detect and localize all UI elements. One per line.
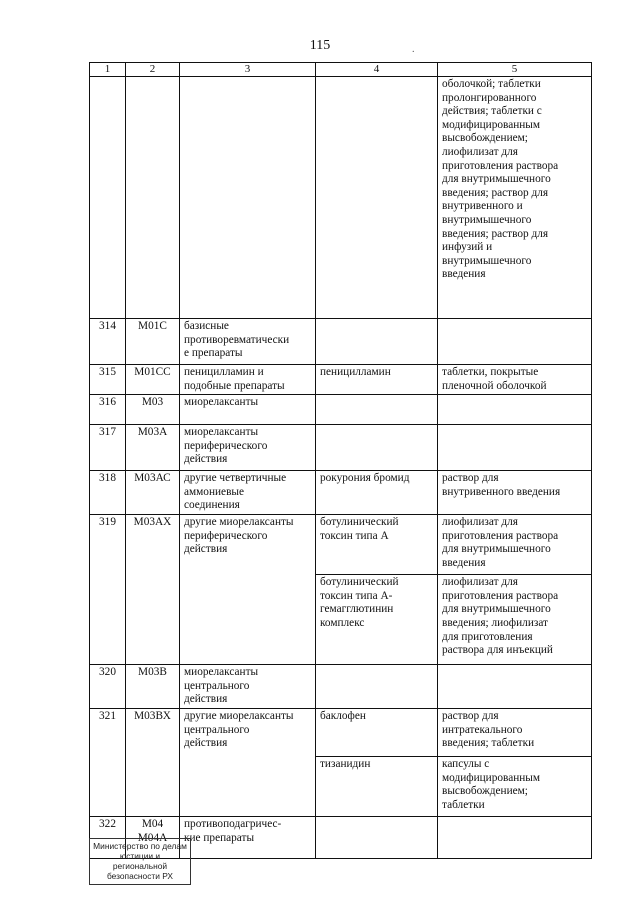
atc-code: М03А: [126, 425, 180, 471]
pharmacological-group: [180, 77, 316, 319]
column-header-4: 4: [316, 63, 438, 77]
table-row: [90, 709, 592, 757]
dosage-form: раствор для внутривенного введения: [438, 471, 592, 515]
drug-name: ботулинический токсин типа А: [316, 515, 438, 575]
page-mark: .: [412, 44, 415, 55]
row-number: 318: [90, 471, 126, 515]
dosage-form: лиофилизат для приготовления раствора для внутримышечного введения; лиофилизат для приготовления раствора для инъекций: [438, 575, 592, 665]
drug-name: рокурония бромид: [316, 471, 438, 515]
page-number: 115: [309, 38, 331, 53]
row-number: [90, 77, 126, 319]
pharmacological-group: другие четвертичные аммониевые соединения: [180, 471, 316, 515]
atc-code: М04 М04А: [126, 817, 180, 859]
pharmacological-group: другие миорелаксанты периферического действия: [180, 515, 316, 665]
table-row: [90, 515, 592, 575]
dosage-form: [438, 817, 592, 859]
table-header-row: [90, 63, 592, 77]
dosage-form: [438, 425, 592, 471]
pharmacological-group: миорелаксанты центрального действия: [180, 665, 316, 709]
table-row: [90, 319, 592, 365]
table-row: [90, 471, 592, 515]
pharmacological-group: миорелаксанты периферического действия: [180, 425, 316, 471]
atc-code: М03В: [126, 665, 180, 709]
drug-name: тизанидин: [316, 757, 438, 817]
drug-name: ботулинический токсин типа А- гемагглютинин комплекс: [316, 575, 438, 665]
dosage-form: оболочкой; таблетки пролонгированного действия; таблетки с модифицированным высвобождением; лиофилизат для приготовления раствора для внутримышечного введения; раствор для внутривенного и внутримышечного введения; раствор для инфузий и внутримышечного введения: [438, 77, 592, 319]
row-number: 316: [90, 395, 126, 425]
drug-name: [316, 425, 438, 471]
drug-name: [316, 817, 438, 859]
column-header-5: 5: [438, 63, 592, 77]
dosage-form: [438, 319, 592, 365]
table-row: [90, 77, 592, 319]
row-number: 317: [90, 425, 126, 471]
dosage-form: капсулы с модифицированным высвобождением; таблетки: [438, 757, 592, 817]
row-number: 314: [90, 319, 126, 365]
ministry-stamp: Министерство по делам юстиции и региональной безопасности РХ: [89, 838, 191, 885]
row-number: 322: [90, 817, 126, 859]
drug-name: [316, 395, 438, 425]
row-number: 320: [90, 665, 126, 709]
table-row: [90, 365, 592, 395]
table-row: [90, 425, 592, 471]
drug-name: [316, 665, 438, 709]
atc-code: М03АХ: [126, 515, 180, 665]
dosage-form: [438, 395, 592, 425]
dosage-form: таблетки, покрытые пленочной оболочкой: [438, 365, 592, 395]
dosage-form: [438, 665, 592, 709]
column-header-2: 2: [126, 63, 180, 77]
pharmacological-group: базисные противоревматически е препараты: [180, 319, 316, 365]
drug-name: [316, 319, 438, 365]
dosage-form: лиофилизат для приготовления раствора для внутримышечного введения: [438, 515, 592, 575]
atc-code: М03ВХ: [126, 709, 180, 817]
drug-name: [316, 77, 438, 319]
atc-code: М01С: [126, 319, 180, 365]
pharmacological-group: миорелаксанты: [180, 395, 316, 425]
row-number: 321: [90, 709, 126, 817]
drug-name: пеницилламин: [316, 365, 438, 395]
atc-code: [126, 77, 180, 319]
drug-name: баклофен: [316, 709, 438, 757]
dosage-form: раствор для интратекального введения; таблетки: [438, 709, 592, 757]
atc-code: М01СС: [126, 365, 180, 395]
pharmacological-group: противоподагричес- кие препараты: [180, 817, 316, 859]
row-number: 315: [90, 365, 126, 395]
atc-code: М03АС: [126, 471, 180, 515]
pharmacological-group: пеницилламин и подобные препараты: [180, 365, 316, 395]
table-row: [90, 665, 592, 709]
table-row: [90, 395, 592, 425]
row-number: 319: [90, 515, 126, 665]
pharmacological-group: другие миорелаксанты центрального действия: [180, 709, 316, 817]
column-header-3: 3: [180, 63, 316, 77]
drug-table: [89, 62, 592, 859]
column-header-1: 1: [90, 63, 126, 77]
atc-code: М03: [126, 395, 180, 425]
